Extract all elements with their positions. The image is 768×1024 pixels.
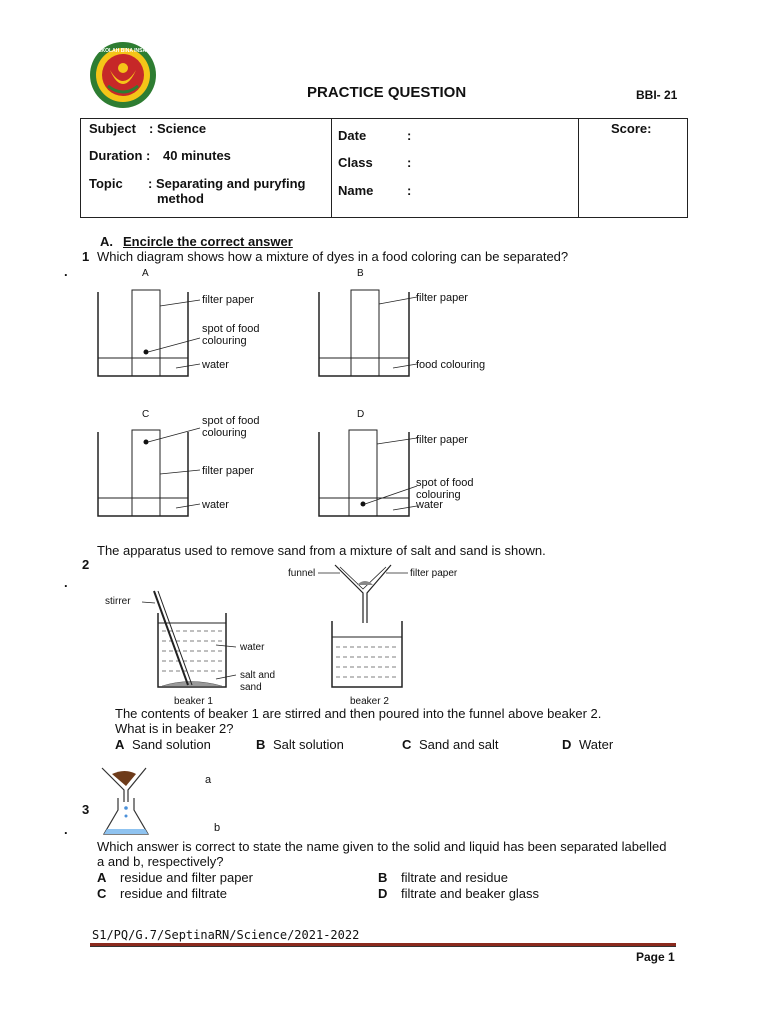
class-label: Class xyxy=(338,155,373,170)
q3-option-a[interactable] xyxy=(97,870,253,885)
info-table xyxy=(80,118,688,218)
q2-option-d-letter: D xyxy=(562,737,572,752)
name-label: Name xyxy=(338,183,374,198)
q3-option-b[interactable] xyxy=(378,870,508,885)
q2-label-funnel: funnel xyxy=(288,568,316,579)
q2-option-b-letter: B xyxy=(256,737,266,752)
q3-option-d-text: filtrate and beaker glass xyxy=(401,886,540,901)
q2-dot: . xyxy=(64,575,68,590)
logo-text: SEKOLAH BINA INSANI xyxy=(94,48,152,54)
q1-c-label-filter: filter paper xyxy=(202,465,254,477)
name-colon: : xyxy=(407,183,412,198)
page-title: PRACTICE QUESTION xyxy=(307,84,467,101)
score-label: Score: xyxy=(611,121,652,136)
q3-number: 3 xyxy=(82,802,90,817)
duration-label: Duration : xyxy=(89,148,151,163)
q2-option-a-text: Sand solution xyxy=(132,737,211,752)
q3-option-a-letter: A xyxy=(97,870,107,885)
q1-a-label-filter: filter paper xyxy=(202,294,254,306)
q3-option-c-text: residue and filtrate xyxy=(120,886,227,901)
q3-option-b-letter: B xyxy=(378,870,388,885)
q2-option-c-text: Sand and salt xyxy=(419,737,499,752)
q2-number: 2 xyxy=(82,557,90,572)
q1-diagram-c-letter: C xyxy=(142,409,150,420)
q3-option-c-letter: C xyxy=(97,886,107,901)
q1-b-label-food: food colouring xyxy=(416,359,486,371)
q2-label-beaker2: beaker 2 xyxy=(350,696,389,707)
q2-label-filter-paper: filter paper xyxy=(410,568,458,579)
q1-question: Which diagram shows how a mixture of dyes in a food coloring can be separated? xyxy=(97,249,569,264)
q1-c-label-spot: spot of food xyxy=(202,415,260,427)
q3-option-d[interactable] xyxy=(378,886,539,901)
q2-question-line2: What is in beaker 2? xyxy=(115,721,234,736)
q2-option-b[interactable] xyxy=(256,737,344,752)
section-letter: A. xyxy=(100,234,113,249)
q3-option-d-letter: D xyxy=(378,886,388,901)
q1-d-label-water: water xyxy=(416,499,443,511)
q3-option-b-text: filtrate and residue xyxy=(401,870,508,885)
topic-value-line2: method xyxy=(157,191,204,206)
q3-filtration-diagram xyxy=(98,764,158,838)
q1-diagram-d-letter: D xyxy=(357,409,365,420)
q3-option-a-text: residue and filter paper xyxy=(120,870,253,885)
doc-code: BBI- 21 xyxy=(636,88,678,102)
section-title: Encircle the correct answer xyxy=(123,234,293,249)
q1-a-label-colouring: colouring xyxy=(202,335,247,347)
q3-dot: . xyxy=(64,822,68,837)
page-number: Page 1 xyxy=(636,950,675,964)
q1-a-label-spot: spot of food xyxy=(202,323,260,335)
q1-diagram-a xyxy=(96,282,206,382)
q2-option-d-text: Water xyxy=(579,737,614,752)
q2-label-sand: sand xyxy=(240,682,262,693)
q1-diagram-d xyxy=(317,422,427,522)
q2-option-a-letter: A xyxy=(115,737,125,752)
q2-label-stirrer: stirrer xyxy=(105,596,131,607)
topic-label: Topic xyxy=(89,176,123,191)
subject-value: : Science xyxy=(149,121,207,136)
date-label: Date xyxy=(338,128,367,143)
q3-label-a: a xyxy=(205,774,212,786)
q1-b-label-filter: filter paper xyxy=(416,292,468,304)
footer-rule xyxy=(90,943,676,947)
q1-a-label-water: water xyxy=(202,359,229,371)
q3-label-b: b xyxy=(214,822,221,834)
class-colon: : xyxy=(407,155,412,170)
q2-option-b-text: Salt solution xyxy=(273,737,344,752)
q1-c-label-water: water xyxy=(202,499,229,511)
date-colon: : xyxy=(407,128,412,143)
q1-diagram-b-letter: B xyxy=(357,268,364,279)
topic-value-line1: : Separating and puryfing xyxy=(148,176,306,191)
q1-d-label-spot: spot of food xyxy=(416,477,474,489)
duration-value: 40 minutes xyxy=(163,148,231,163)
q2-label-beaker1: beaker 1 xyxy=(174,696,213,707)
q1-number: 1 xyxy=(82,249,90,264)
q2-label-water: water xyxy=(240,642,265,653)
q1-dot: . xyxy=(64,264,68,279)
q2-option-c-letter: C xyxy=(402,737,412,752)
q2-option-c[interactable] xyxy=(402,737,499,752)
q2-option-d[interactable] xyxy=(562,737,613,752)
q1-diagram-c xyxy=(96,422,206,522)
q2-question-line1: The contents of beaker 1 are stirred and then poured into the funnel above beaker 2. xyxy=(115,706,602,721)
q1-d-label-filter: filter paper xyxy=(416,434,468,446)
q2-option-a[interactable] xyxy=(115,737,211,752)
q1-diagram-a-letter: A xyxy=(142,268,149,279)
subject-label: Subject xyxy=(89,121,136,136)
q2-intro: The apparatus used to remove sand from a mixture of salt and sand is shown. xyxy=(97,543,546,558)
footer-code: S1/PQ/G.7/SeptinaRN/Science/2021-2022 xyxy=(92,928,360,942)
q1-d-label-colouring: colouring xyxy=(416,489,461,501)
q3-question-line1: Which answer is correct to state the name given to the solid and liquid has been separated labelled xyxy=(97,839,667,854)
q2-label-salt-and: salt and xyxy=(240,670,276,681)
q3-question-line2: a and b, respectively? xyxy=(97,854,224,869)
q1-c-label-colouring: colouring xyxy=(202,427,247,439)
q1-diagram-b xyxy=(317,282,427,382)
q3-option-c[interactable] xyxy=(97,886,227,901)
